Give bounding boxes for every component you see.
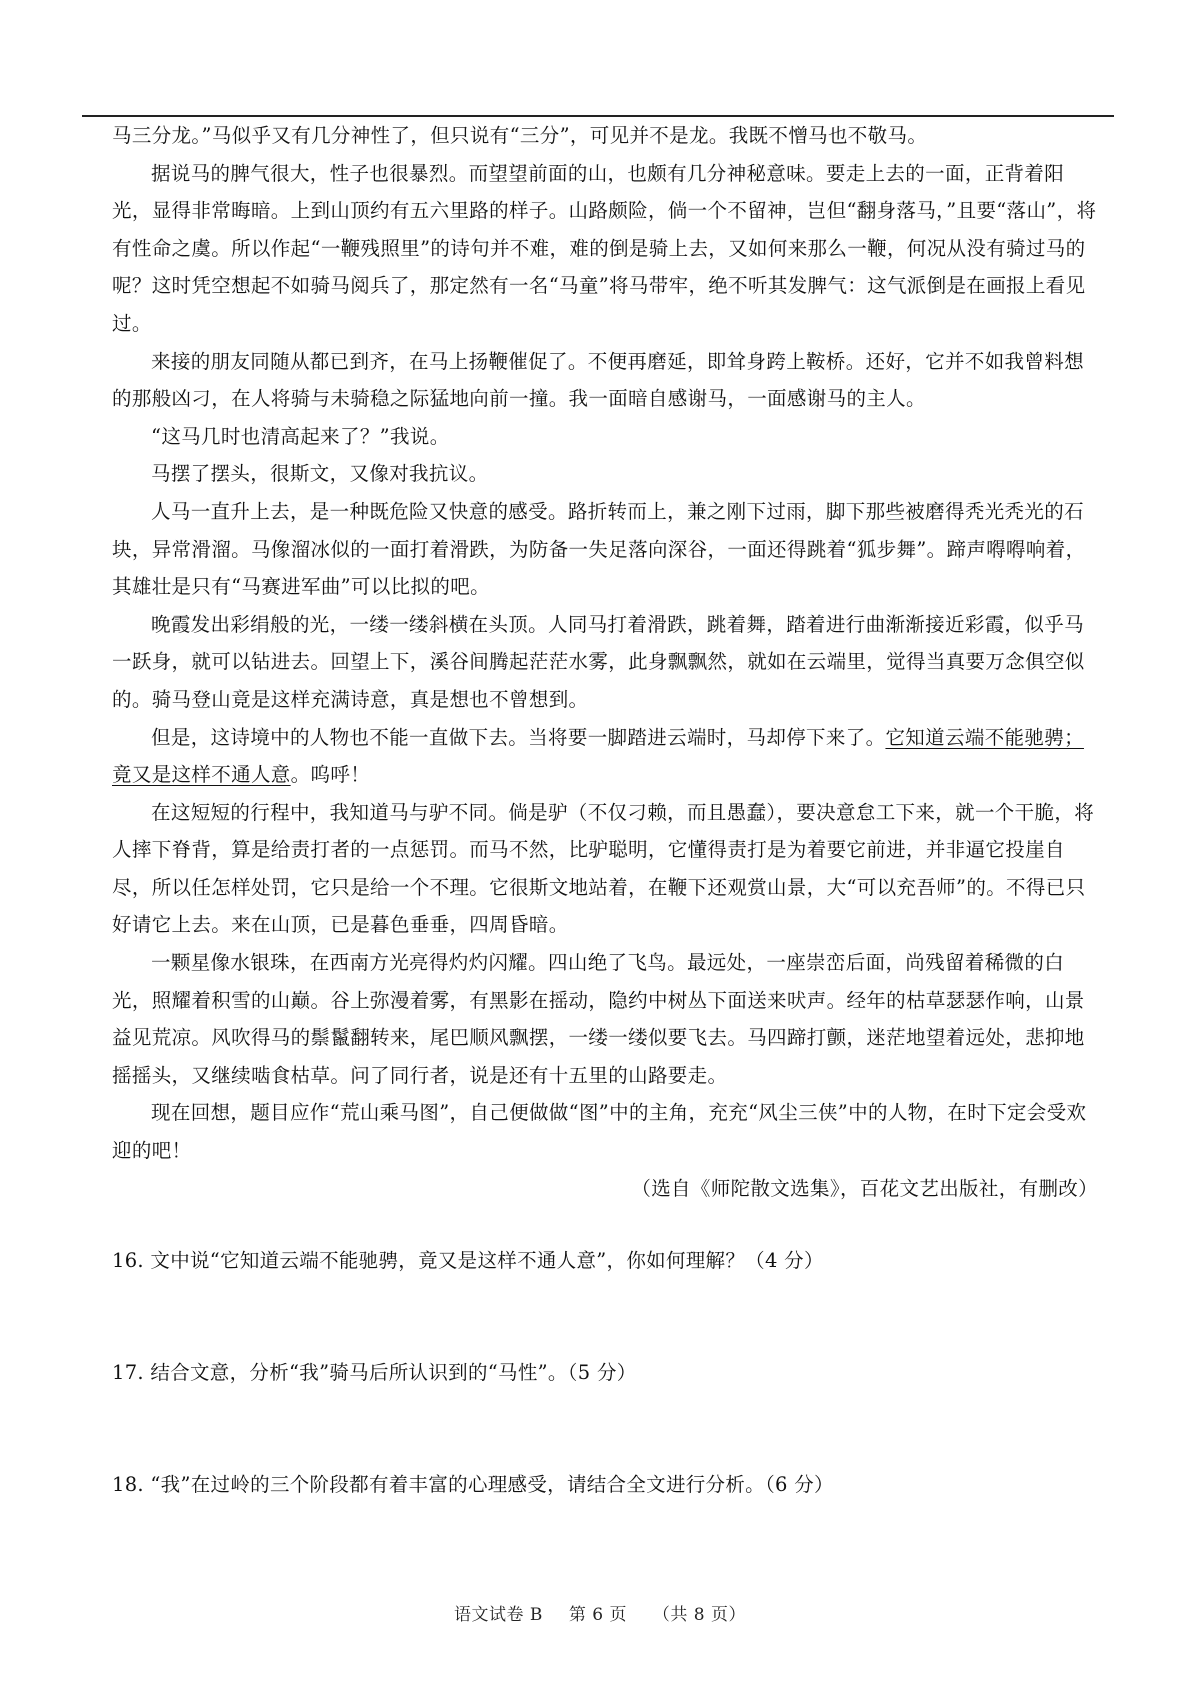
question-17: 17. 结合文意，分析“我”骑马后所认识到的“马性”。（5 分） xyxy=(112,1361,637,1384)
passage-paragraph-6: 人马一直升上去，是一种既危险又快意的感受。路折转而上，兼之刚下过雨，脚下那些被磨得秃光秃光的石块，异常滑溜。马像溜冰似的一面打着滑跌，为防备一失足落向深谷，一面还得跳着“狐步舞”。蹄声嘚嘚响着，其雄壮是只有“马赛进军曲”可以比拟的吧。 xyxy=(112,499,1086,599)
question-16: 16. 文中说“它知道云端不能驰骋，竟又是这样不通人意”，你如何理解？（4 分） xyxy=(112,1249,824,1272)
passage-paragraph-11: 现在回想，题目应作“荒山乘马图”，自己便做做“图”中的主角，充充“风尘三侠”中的人物，在时下定会受欢迎的吧！ xyxy=(112,1101,1087,1163)
passage-paragraph-2: 据说马的脾气很大，性子也很暴烈。而望望前面的山，也颇有几分神秘意味。要走上去的一面，正背着阳光，显得非常晦暗。上到山顶约有五六里路的样子。山路颇险，倘一个不留神，岂但“翻身落马，”且要“落山”，将有性命之虞。所以作起“一鞭残照里”的诗句并不难，难的倒是骑上去，又如何来那么一鞭，何况从没有骑过马的呢？这时凭空想起不如骑马阅兵了，那定然有一名“马童”将马带牢，绝不听其发脾气：这气派倒是在画报上看见过。 xyxy=(112,161,1097,335)
reading-passage xyxy=(112,117,1098,1207)
question-18: 18. “我”在过岭的三个阶段都有着丰富的心理感受，请结合全文进行分析。（6 分） xyxy=(112,1473,834,1496)
passage-paragraph-1: 马三分龙。”马似乎又有几分神性了，但只说有“三分”，可见并不是龙。我既不憎马也不敬马。 xyxy=(112,124,928,147)
passage-paragraph-10: 一颗星像水银珠，在西南方光亮得灼灼闪耀。四山绝了飞鸟。最远处，一座崇峦后面，尚残留着稀微的白光，照耀着积雪的山巅。谷上弥漫着雾，有黑影在摇动，隐约中树丛下面送来吠声。经年的枯草瑟瑟作响，山景益见荒凉。风吹得马的鬃鬣翻转来，尾巴顺风飘摆，一缕一缕似要飞去。马四蹄打颤，迷茫地望着远处，悲抑地摇摇头，又继续啮食枯草。问了同行者，说是还有十五里的山路要走。 xyxy=(112,951,1085,1087)
paragraph-8-lead: 但是，这诗境中的人物也不能一直做下去。当将要一脚踏进云端时，马却停下来了。 xyxy=(151,725,886,749)
page-footer xyxy=(0,1600,1200,1625)
passage-paragraph-8 xyxy=(112,719,1098,794)
passage-paragraph-9: 在这短短的行程中，我知道马与驴不同。倘是驴（不仅刁赖，而且愚蠢），要决意怠工下来，就一个干脆，将人摔下脊背，算是给责打者的一点惩罚。而马不然，比驴聪明，它懂得责打是为着要它前进，并非逼它投崖自尽，所以任怎样处罚，它只是给一个不理。它很斯文地站着，在鞭下还观赏山景，大“可以充吾师”的。不得已只好请它上去。来在山顶，已是暮色垂垂，四周昏暗。 xyxy=(112,800,1095,937)
paragraph-8-tail: 。呜呼！ xyxy=(290,763,371,787)
footer-subject: 语文试卷 B xyxy=(454,1605,543,1625)
passage-paragraph-5: 马摆了摆头，很斯文，又像对我抗议。 xyxy=(151,462,489,486)
passage-paragraph-4: “这马几时也清高起来了？”我说。 xyxy=(151,424,450,448)
passage-source: （选自《师陀散文选集》，百花文艺出版社，有删改） xyxy=(631,1176,1098,1200)
passage-paragraph-7: 晚霞发出彩绢般的光，一缕一缕斜横在头顶。人同马打着滑跌，跳着舞，踏着进行曲渐渐接近彩霞，似乎马一跃身，就可以钻进去。回望上下，溪谷间腾起茫茫水雾，此身飘飘然，就如在云端里，觉得当真要万念俱空似的。骑马登山竟是这样充满诗意，真是想也不曾想到。 xyxy=(112,612,1085,711)
footer-total-pages: （共 8 页） xyxy=(652,1605,746,1625)
footer-page-number: 第 6 页 xyxy=(568,1605,627,1625)
passage-paragraph-3: 来接的朋友同随从都已到齐，在马上扬鞭催促了。不便再磨延，即耸身跨上鞍桥。还好，它并不如我曾料想的那般凶刁，在人将骑与未骑稳之际猛地向前一撞。我一面暗自感谢马，一面感谢马的主人。 xyxy=(112,349,1084,411)
underlined-sentence: 它知道云端不能驰骋；竟又是这样不通人意 xyxy=(112,725,1084,787)
